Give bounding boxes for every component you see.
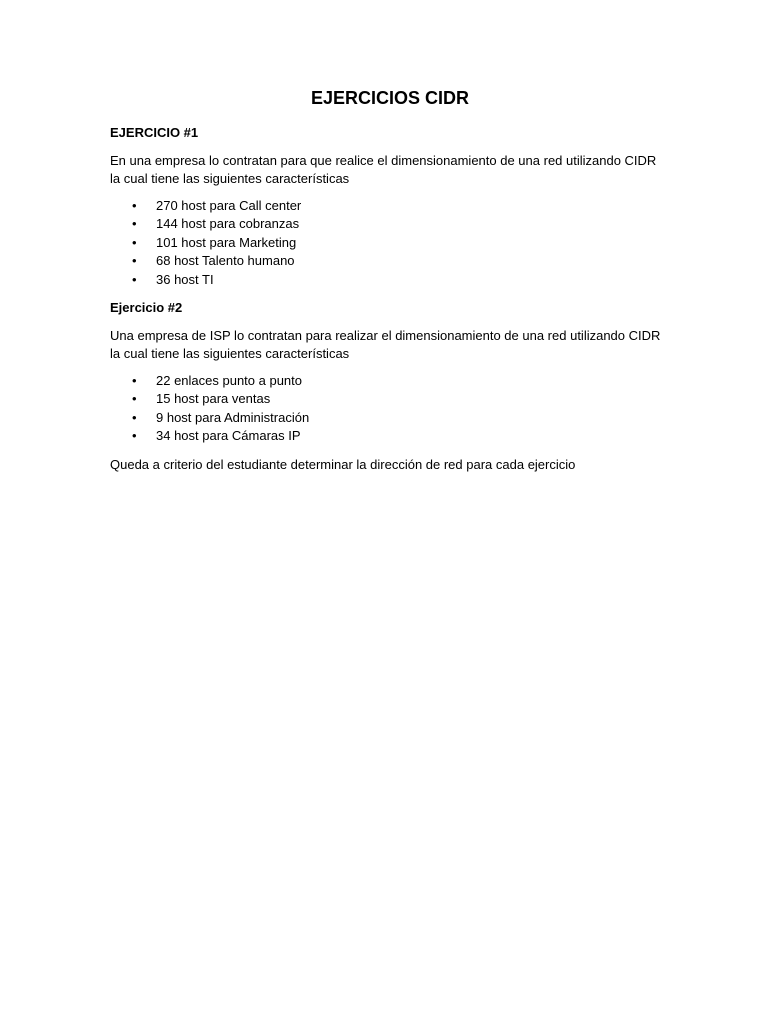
list-item [110, 372, 670, 390]
list-item-text: 270 host para Call center [156, 198, 302, 213]
document-title: EJERCICIOS CIDR [310, 88, 470, 108]
list-item [110, 427, 670, 445]
list-item-text: 36 host TI [156, 271, 214, 287]
document-content [110, 86, 670, 474]
list-item-text: 101 host para Marketing [156, 234, 297, 250]
bullet-icon: • [132, 409, 137, 425]
list-item-text: 34 host para Cámaras IP [156, 428, 301, 444]
list-item-text: 144 host para cobranzas [156, 216, 300, 232]
exercise-2 [110, 299, 670, 446]
bullet-icon: • [132, 428, 137, 444]
exercise-2-description: Una empresa de ISP lo contratan para realizar el dimensionamiento de una red utilizando CIDR la cual tiene las siguientes características [110, 328, 661, 362]
list-item [110, 252, 670, 270]
bullet-icon: • [132, 198, 137, 213]
exercise-2-heading: Ejercicio #2 [110, 300, 183, 316]
bullet-icon: • [132, 234, 137, 250]
list-item-text: 22 enlaces punto a punto [156, 373, 303, 389]
bullet-icon: • [132, 271, 137, 287]
list-item [110, 409, 670, 427]
list-item-text: 15 host para ventas [156, 391, 271, 407]
bullet-icon: • [132, 253, 137, 269]
list-item [110, 197, 670, 215]
list-item [110, 271, 670, 289]
exercise-1 [110, 124, 670, 289]
list-item-text: 68 host Talento humano [156, 253, 295, 269]
list-item [110, 234, 670, 252]
exercise-1-description: En una empresa lo contratan para que realice el dimensionamiento de una red utilizando CIDR la cual tiene las siguientes características [110, 153, 657, 186]
bullet-icon: • [132, 391, 137, 407]
list-item [110, 390, 670, 408]
exercise-1-requirements-list [110, 197, 670, 289]
exercise-2-requirements-list [110, 372, 670, 446]
list-item-text: 9 host para Administración [156, 409, 310, 425]
exercise-1-heading: EJERCICIO #1 [110, 125, 199, 140]
list-item [110, 215, 670, 233]
bullet-icon: • [132, 216, 137, 232]
bullet-icon: • [132, 373, 137, 389]
closing-note: Queda a criterio del estudiante determinar la dirección de red para cada ejercicio [110, 456, 576, 472]
